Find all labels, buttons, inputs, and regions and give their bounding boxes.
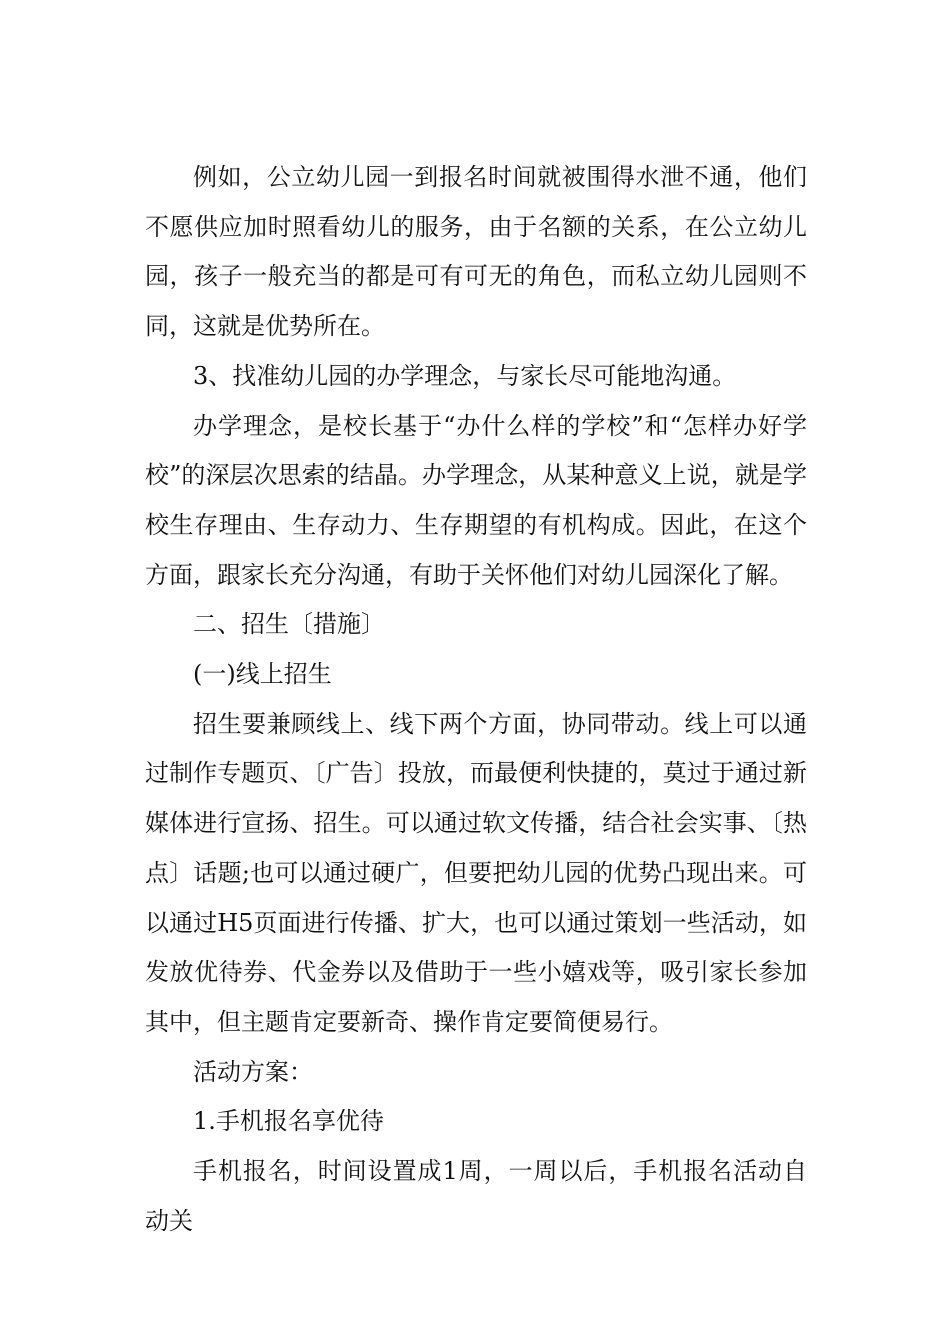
paragraph-online-enrollment: 招生要兼顾线上、线下两个方面，协同带动。线上可以通过制作专题页、〔广告〕投放，而最便利快捷的，莫过于通过新媒体进行宣扬、招生。可以通过软文传播，结合社会实事、〔热点〕话题;也可以通过硬广，但要把幼儿园的优势凸现出来。可以通过H5页面进行传播、扩大，也可以通过策划一些活动，如发放优待券、代金券以及借助于一些小嬉戏等，吸引家长参加其中，但主题肯定要新奇、操作肯定要简便易行。 [145,709,807,1036]
activity-1-heading: 1.手机报名享优待 [193,1107,384,1136]
section-2-heading: 二、招生〔措施〕 [193,610,385,639]
document-body [145,153,807,1246]
activity-plan-heading: 活动方案： [193,1057,313,1086]
point-3-heading: 3、找准幼儿园的办学理念，与家长尽可能地沟通。 [193,361,737,390]
paragraph-mobile-signup: 手机报名，时间设置成1周，一周以后，手机报名活动自动关 [145,1157,807,1235]
paragraph-public-kindergarten-example: 例如，公立幼儿园一到报名时间就被围得水泄不通，他们不愿供应加时照看幼儿的服务，由于名额的关系，在公立幼儿园，孩子一般充当的都是可有可无的角色，而私立幼儿园则不同，这就是优势所在。 [145,163,807,341]
subsection-online-heading: (一)线上招生 [193,660,332,689]
paragraph-school-philosophy: 办学理念，是校长基于“办什么样的学校”和“怎样办好学校”的深层次思索的结晶。办学理念，从某种意义上说，就是学校生存理由、生存动力、生存期望的有机构成。因此，在这个方面，跟家长充分沟通，有助于关怀他们对幼儿园深化了解。 [145,411,807,589]
